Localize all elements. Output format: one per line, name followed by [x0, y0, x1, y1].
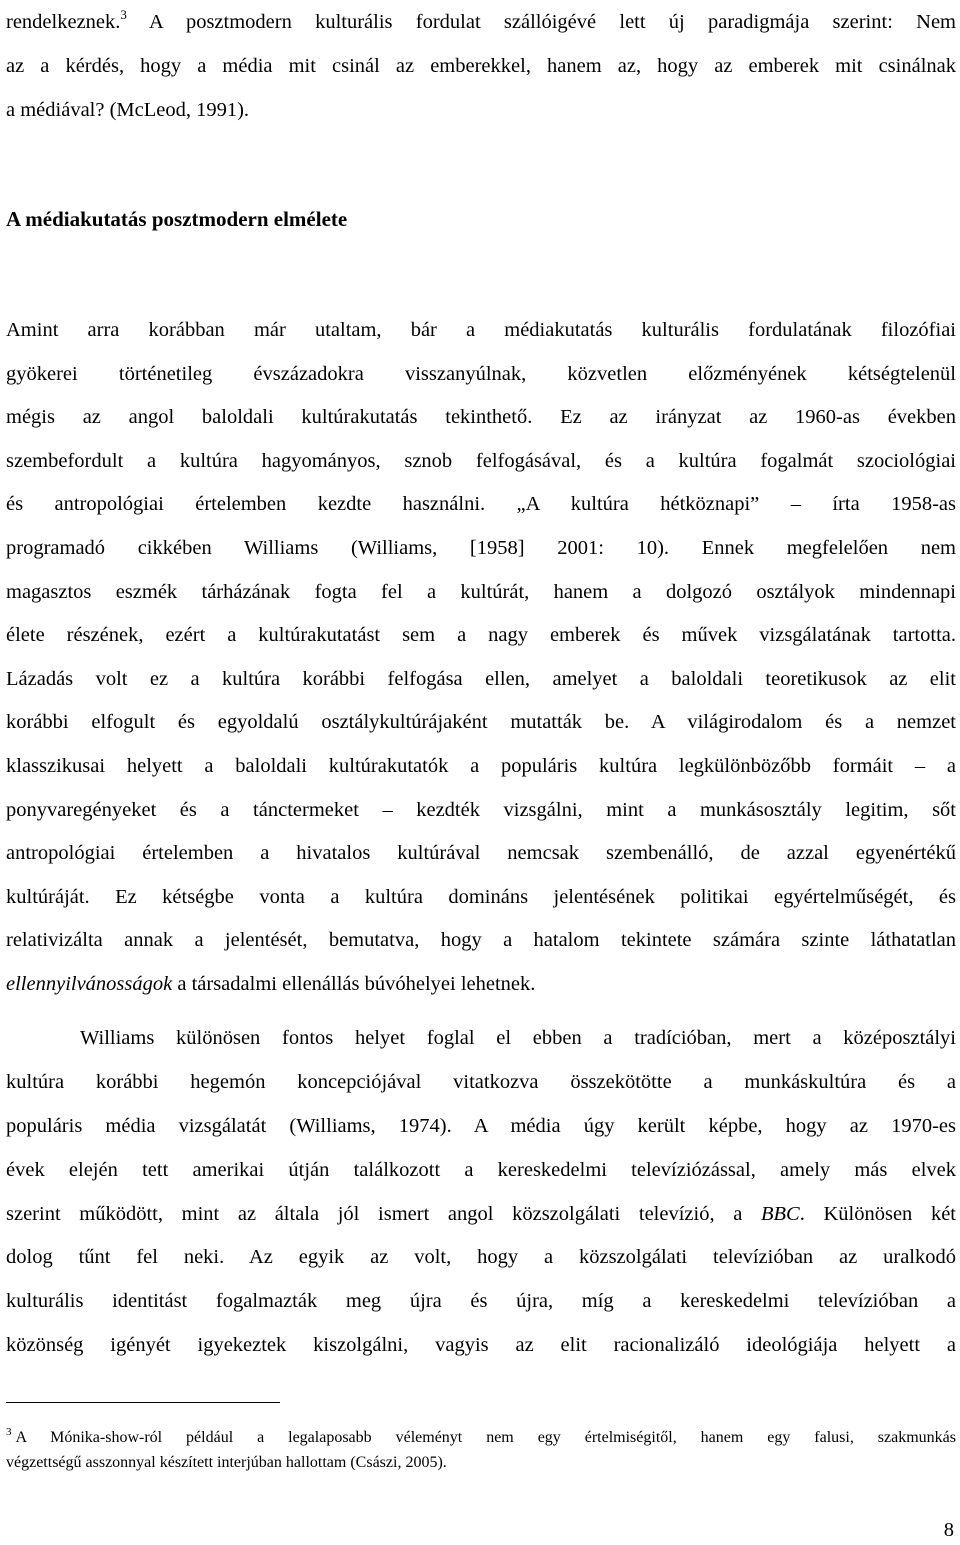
text-line: évek elején tett amerikai útján találkozott a kereskedelmi televíziózással, amely más elvek	[6, 1158, 956, 1181]
text-line: az a kérdés, hogy a média mit csinál az emberekkel, hanem az, hogy az emberek mit csinálnak	[6, 55, 956, 77]
text-line: programadó cikkében Williams (Williams, [1958] 2001: 10). Ennek megfelelően nem	[6, 536, 956, 559]
italic-term: BBC	[760, 1202, 800, 1225]
text-line: szembefordult a kultúra hagyományos, sznob felfogásával, és a kultúra fogalmát szociológiai	[6, 449, 956, 472]
footnote	[6, 1425, 956, 1475]
text-line: populáris média vizsgálatát (Williams, 1974). A média úgy került képbe, hogy az 1970-es	[6, 1114, 956, 1137]
paragraph-1	[6, 309, 956, 1007]
text-line: antropológiai értelemben a hivatalos kultúrával nemcsak szembenálló, de azzal egyenértékű	[6, 842, 956, 865]
text-line: rendelkeznek.$^3$ A posztmodern kulturális fordulat szállóigévé lett új paradigmája szerint: Nem	[6, 7, 956, 33]
text-line: Williams különösen fontos helyet foglal el ebben a tradícióban, mert a középosztályi	[80, 1027, 956, 1049]
footnote-reference[interactable]: 3	[120, 7, 127, 22]
text-line: dolog tűnt fel neki. Az egyik az volt, hogy a közszolgálati televízióban az uralkodó	[6, 1246, 956, 1269]
page-number: 8	[943, 1519, 954, 1541]
text-line: és antropológiai értelemben kezdte használni. „A kultúra hétköznapi” – írta 1958-as	[6, 493, 956, 516]
text-line: kultúra korábbi hegemón koncepciójával vitatkozva összekötötte a munkáskultúra és a	[6, 1070, 956, 1093]
section-heading: A médiakutatás posztmodern elmélete	[6, 207, 348, 231]
text-line: korábbi elfogult és egyoldalú osztálykultúrájaként mutatták be. A világirodalom és a nemzet	[6, 711, 956, 734]
paragraph-2	[6, 1017, 956, 1368]
text-line: kultúráját. Ez kétségbe vonta a kultúra domináns jelentésének politikai egyértelműségét, és	[6, 885, 956, 908]
italic-term: ellennyilvánosságok	[6, 972, 173, 995]
text-line: $^3$ A Mónika-show-ról például a legalaposabb véleményt nem egy értelmiségitől, hanem egy falusi, szakmunkás	[6, 1426, 956, 1446]
text-line: közönség igényét igyekeztek kiszolgálni, vagyis az elit racionalizáló ideológiája helyett a	[6, 1334, 956, 1357]
text-line: ellennyilvánosságok a társadalmi ellenállás búvóhelyei lehetnek.	[6, 972, 536, 995]
text-line: mégis az angol baloldali kultúrakutatás tekinthető. Ez az irányzat az 1960-as években	[6, 406, 956, 429]
text-line: végzettségű asszonnyal készített interjúban hallottam (Császi, 2005).	[6, 1454, 447, 1471]
footnote-mark: 3	[6, 1426, 12, 1438]
text-line: gyökerei történetileg évszázadokra visszanyúlnak, közvetlen előzményének kétségtelenül	[6, 362, 956, 385]
text-line: ponyvaregényeket és a tánctermeket – kezdték vizsgálni, mint a munkásosztály legitim, sőt	[6, 798, 956, 821]
text-line: a médiával? (McLeod, 1991).	[6, 99, 250, 121]
text-line: relativizálta annak a jelentését, bemutatva, hogy a hatalom tekintete számára szinte láthatatlan	[6, 929, 956, 952]
text-line: szerint működött, mint az általa jól ismert angol közszolgálati televízió, a BBC. Különösen két	[6, 1202, 956, 1225]
text-line: magasztos eszmék tárházának fogta fel a kultúrát, hanem a dolgozó osztályok mindennapi	[6, 580, 956, 603]
text-line: klasszikusai helyett a baloldali kultúrakutatók a populáris kultúra legkülönbözőbb formáit – a	[6, 754, 956, 777]
text-line: kulturális identitást fogalmazták meg újra és újra, míg a kereskedelmi televízióban a	[6, 1290, 956, 1313]
text-line: Amint arra korábban már utaltam, bár a médiakutatás kulturális fordulatának filozófiai	[6, 319, 956, 341]
footnote-separator	[6, 1402, 280, 1403]
intro-paragraph-end	[6, 0, 956, 132]
text-line: élete részének, ezért a kultúrakutatást sem a nagy emberek és művek vizsgálatának tartotta.	[6, 624, 956, 647]
text-line: Lázadás volt ez a kultúra korábbi felfogása ellen, amelyet a baloldali teoretikusok az elit	[6, 667, 956, 690]
